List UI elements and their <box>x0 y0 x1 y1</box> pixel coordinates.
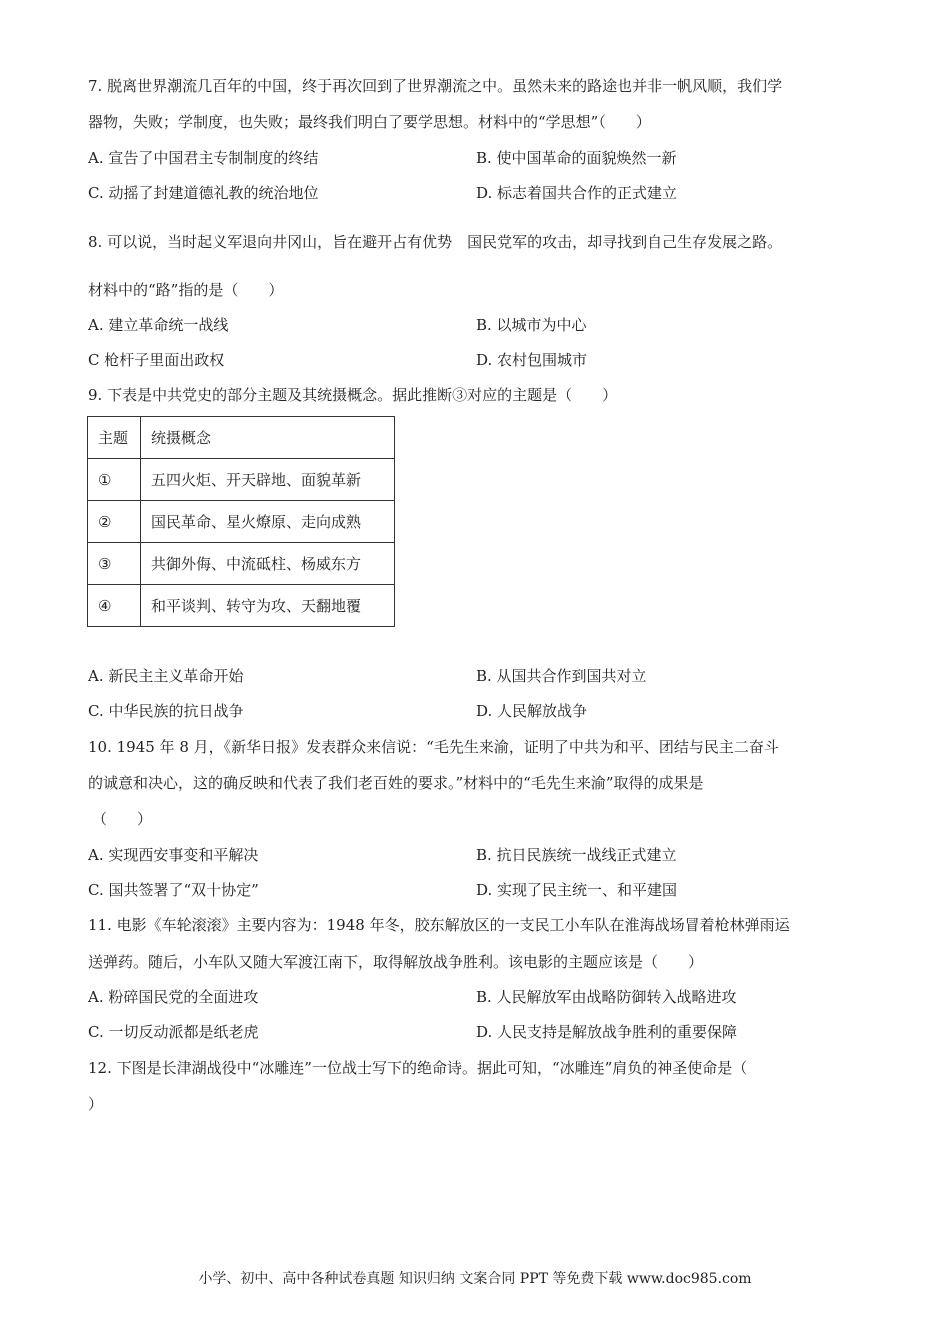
table-header-row <box>88 417 395 459</box>
question-10-option-c: C. 国共签署了“双十协定” <box>88 881 259 899</box>
question-12-line-2: ） <box>88 1095 104 1113</box>
question-7-line-2: 器物，失败；学制度，也失败；最终我们明白了要学思想。材料中的“学思想”（ ） <box>88 113 651 131</box>
question-10-option-b: B. 抗日民族统一战线正式建立 <box>476 846 677 864</box>
question-8-option-d: D. 农村包围城市 <box>476 351 588 369</box>
table-row <box>88 501 395 543</box>
question-7-option-b: B. 使中国革命的面貌焕然一新 <box>476 149 677 167</box>
table-cell-concept: 和平谈判、转守为攻、天翻地覆 <box>141 585 395 627</box>
table-row <box>88 459 395 501</box>
question-11-option-c: C. 一切反动派都是纸老虎 <box>88 1023 259 1041</box>
question-8-line-2: 材料中的“路”指的是（ ） <box>88 281 284 299</box>
question-7-line-1: 7. 脱离世界潮流几百年的中国，终于再次回到了世界潮流之中。虽然未来的路途也并非一帆风顺，我们学 <box>88 77 783 95</box>
question-9-option-d: D. 人民解放战争 <box>476 702 588 720</box>
question-8-option-c: C 枪杆子里面出政权 <box>88 351 225 369</box>
table-header-topic: 主题 <box>88 417 141 459</box>
topics-table <box>87 416 395 627</box>
question-11-option-b: B. 人民解放军由战略防御转入战略进攻 <box>476 988 737 1006</box>
table-cell-topic: ③ <box>88 543 141 585</box>
question-11-option-d: D. 人民支持是解放战争胜利的重要保障 <box>476 1023 738 1041</box>
question-8-option-b: B. 以城市为中心 <box>476 316 587 334</box>
question-10-line-2: 的诚意和决心，这的确反映和代表了我们老百姓的要求。”材料中的“毛先生来渝”取得的成果是 <box>88 774 704 792</box>
question-11-option-a: A. 粉碎国民党的全面进攻 <box>88 988 259 1006</box>
table-row <box>88 585 395 627</box>
table-row <box>88 543 395 585</box>
question-9-option-b: B. 从国共合作到国共对立 <box>476 667 647 685</box>
table-cell-concept: 国民革命、星火燎原、走向成熟 <box>141 501 395 543</box>
question-7-option-a: A. 宣告了中国君主专制制度的终结 <box>88 149 319 167</box>
page-footer: 小学、初中、高中各种试卷真题 知识归纳 文案合同 PPT 等免费下载 www.doc985.com <box>198 1271 752 1287</box>
table-cell-concept: 共御外侮、中流砥柱、杨威东方 <box>141 543 395 585</box>
question-12-line-1: 12. 下图是长津湖战役中“冰雕连”一位战士写下的绝命诗。据此可知，“冰雕连”肩负的神圣使命是（ <box>88 1059 748 1077</box>
table-cell-topic: ② <box>88 501 141 543</box>
table-header-concept: 统摄概念 <box>141 417 395 459</box>
question-10-line-1: 10. 1945 年 8 月，《新华日报》发表群众来信说：“毛先生来渝，证明了中共为和平、团结与民主二奋斗 <box>88 738 779 756</box>
question-10-option-d: D. 实现了民主统一、和平建国 <box>476 881 678 899</box>
question-8-option-a: A. 建立革命统一战线 <box>88 316 229 334</box>
question-8-line-1: 8. 可以说，当时起义军退向井冈山，旨在避开占有优势 国民党军的攻击，却寻找到自己生存发展之路。 <box>88 233 783 251</box>
question-7-option-c: C. 动摇了封建道德礼教的统治地位 <box>88 184 319 202</box>
question-10-option-a: A. 实现西安事变和平解决 <box>88 846 259 864</box>
question-11-line-1: 11. 电影《车轮滚滚》主要内容为：1948 年冬，胶东解放区的一支民工小车队在淮海战场冒着枪林弹雨运 <box>88 916 790 934</box>
question-10-line-3: （ ） <box>92 810 153 828</box>
question-9-option-a: A. 新民主主义革命开始 <box>88 667 244 685</box>
question-11-line-2: 送弹药。随后，小车队又随大军渡江南下，取得解放战争胜利。该电影的主题应该是（ ） <box>88 953 704 971</box>
question-9-option-c: C. 中华民族的抗日战争 <box>88 702 244 720</box>
table-cell-topic: ④ <box>88 585 141 627</box>
table-cell-concept: 五四火炬、开天辟地、面貌革新 <box>141 459 395 501</box>
question-7-option-d: D. 标志着国共合作的正式建立 <box>476 184 678 202</box>
table-cell-topic: ① <box>88 459 141 501</box>
question-9-line-1: 9. 下表是中共党史的部分主题及其统摄概念。据此推断③对应的主题是（ ） <box>88 386 618 404</box>
